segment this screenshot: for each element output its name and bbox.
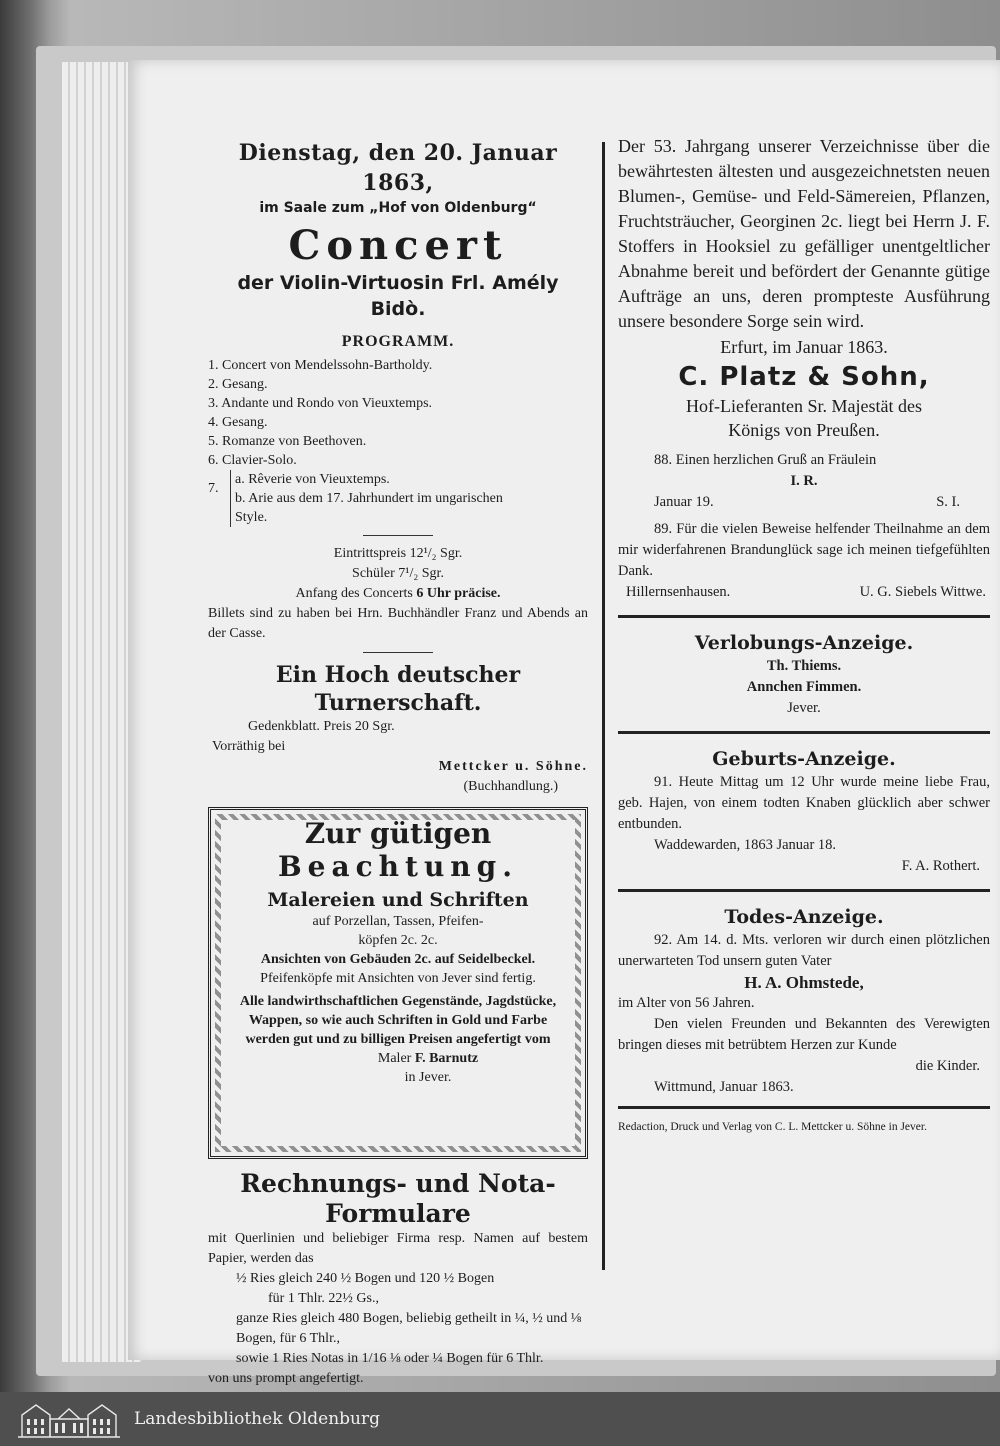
advert-place: in Jever.: [404, 1070, 452, 1085]
library-name: Landesbibliothek Oldenburg: [134, 1409, 381, 1429]
greeting-signature: [618, 492, 990, 513]
advert-line: auf Porzellan, Tassen, Pfeifen-: [312, 914, 484, 929]
newspaper-page: [128, 60, 1000, 1386]
left-column: [208, 138, 588, 1409]
greeting-notice: 88. Einen herzlichen Gruß an Fräulein: [654, 452, 877, 468]
forms-text: ½ Ries gleich 240 ½ Bogen und 120 ½ Bogen: [236, 1271, 495, 1286]
thanks-sign: U. G. Siebels Wittwe.: [859, 584, 986, 600]
greeting-date: Januar 19.: [654, 494, 714, 510]
program-item-7a: a. Rêverie von Vieuxtemps.: [235, 472, 390, 487]
concert-artist: der Violin-Virtuosin Frl. Amély Bidò.: [237, 272, 559, 320]
advert-maler-name: F. Barnutz: [414, 1051, 479, 1066]
turner-seller: Mettcker u. Söhne.: [438, 759, 588, 774]
program-item: 6. Clavier-Solo.: [208, 453, 297, 468]
birth-notice: 91. Heute Mittag um 12 Uhr wurde meine liebe Frau, geb. Hajen, von einem todten Knaben glücklich aber schwer entbunden.: [618, 774, 990, 832]
turner-line1: Gedenkblatt. Preis 20 Sgr.: [248, 719, 395, 734]
turner-line2: Vorräthig bei: [212, 739, 286, 754]
death-place: Wittmund, Januar 1863.: [654, 1079, 794, 1095]
program-item-7-number: 7.: [208, 481, 219, 496]
divider: [363, 535, 433, 536]
advert-heading: Zur gütigen: [304, 817, 492, 850]
advert-subheading: Malereien und Schriften: [267, 889, 529, 911]
engagement-title: Verlobungs-Anzeige.: [694, 632, 914, 654]
turner-title: Ein Hoch deutscher Turnerschaft.: [275, 662, 521, 716]
section-divider: [618, 615, 990, 618]
section-divider: [618, 1106, 990, 1109]
start-time-line: [208, 584, 588, 604]
seed-catalog-notice: Der 53. Jahrgang unserer Verzeichnisse über die bewährtesten ältesten und ausgezeichnetsten neuen Blumen-, Gemüse- und Feld-Sämereien, Pflanzen, Fruchtsträucher, Georginen 2c. liegt bei Herrn J. F. Stoffers in Hooksiel zu gefälliger unentgeltlicher Abnahme bereit und befördert der Genannte gütige Aufträge an uns, deren prompteste Ausführung unsere besondere Sorge sein wird.: [618, 136, 990, 331]
forms-text: von uns prompt angefertigt.: [208, 1371, 364, 1386]
advert-heading-2: Beachtung.: [277, 850, 518, 883]
birth-title: Geburts-Anzeige.: [712, 748, 896, 770]
program-title: PROGRAMM.: [341, 333, 455, 350]
death-name: H. A. Ohmstede,: [744, 973, 864, 992]
birth-place: Waddewarden, 1863 Januar 18.: [654, 837, 837, 853]
library-footer: [0, 1392, 1000, 1446]
forms-text: sowie 1 Ries Notas in 1/16 ⅛ oder ¼ Bogen für 6 Thlr.: [236, 1351, 544, 1366]
imprint: Redaction, Druck und Verlag von C. L. Mettcker u. Söhne in Jever.: [618, 1121, 927, 1133]
forms-text: mit Querlinien und beliebiger Firma resp. Namen auf bestem Papier, werden das: [208, 1231, 588, 1266]
thanks-place: Hillernsenhausen.: [626, 584, 731, 600]
program-item: 5. Romanze von Beethoven.: [208, 434, 367, 449]
divider: [363, 652, 433, 653]
greeting-name: I. R.: [790, 473, 818, 489]
turner-seller-note: (Buchhandlung.): [463, 779, 558, 794]
program-item: 2. Gesang.: [208, 377, 268, 392]
program-item: 4. Gesang.: [208, 415, 268, 430]
seed-firm-sub2: Königs von Preußen.: [728, 420, 880, 440]
program-item-7-parts: [230, 470, 503, 527]
birth-sign: F. A. Rothert.: [901, 858, 980, 874]
start-time: 6 Uhr präcise.: [416, 586, 501, 601]
seed-firm-sub1: Hof-Lieferanten Sr. Majestät des: [686, 396, 922, 416]
forms-text: ganze Ries gleich 480 Bogen, beliebig getheilt in ¼, ½ und ⅛ Bogen, für 6 Thlr.,: [236, 1311, 582, 1346]
forms-text: für 1 Thlr. 22½ Gs.,: [268, 1291, 379, 1306]
engagement-name-1: Th. Thiems.: [766, 658, 842, 674]
concert-date: Dienstag, den 20. Januar 1863,: [238, 140, 558, 196]
program-item-7b: b. Arie aus dem 17. Jahrhundert im ungarischen: [235, 491, 503, 506]
forms-title-2: Formulare: [325, 1199, 471, 1228]
advert-maler-label: Maler: [377, 1051, 412, 1066]
concert-heading: Concert: [288, 222, 508, 269]
death-sign: die Kinder.: [915, 1058, 980, 1074]
advert-line: Pfeifenköpfe mit Ansichten von Jever sind fertig.: [260, 971, 536, 986]
advert-box-content: [221, 818, 575, 1087]
engagement-name-2: Annchen Fimmen.: [746, 679, 862, 695]
advert-signature: [221, 1049, 575, 1068]
seed-catalog-place: Erfurt, im Januar 1863.: [720, 337, 888, 357]
program-item: 1. Concert von Mendelssohn-Bartholdy.: [208, 358, 433, 373]
column-divider: [602, 142, 605, 1270]
greeting-sign: S. I.: [936, 494, 960, 510]
thanks-notice: 89. Für die vielen Beweise helfender Theilnahme an dem mir widerfahrenen Brandunglück sage ich meinen tiefgefühlten Dank.: [618, 521, 990, 579]
section-divider: [618, 731, 990, 734]
advert-box: [208, 807, 588, 1159]
price-students: Schüler 7¹/₂ Sgr.: [352, 566, 444, 581]
death-notice: 92. Am 14. d. Mts. verloren wir durch einen plötzlichen unerwarteten Tod unsern guten Vater: [618, 932, 990, 969]
death-age: im Alter von 56 Jahren.: [618, 995, 755, 1011]
right-column: [618, 134, 990, 1138]
forms-title: Rechnungs- und Nota-: [240, 1169, 556, 1198]
program-item: 3. Andante und Rondo von Vieuxtemps.: [208, 396, 433, 411]
engagement-place: Jever.: [787, 700, 821, 716]
seed-firm: C. Platz & Sohn,: [678, 362, 930, 392]
concert-venue: im Saale zum „Hof von Oldenburg“: [259, 200, 537, 216]
advert-line: Ansichten von Gebäuden 2c. auf Seidelbeckel.: [260, 952, 536, 967]
program-item-7: [208, 470, 588, 527]
start-label: Anfang des Concerts: [295, 586, 413, 601]
ticket-info: Billets sind zu haben bei Hrn. Buchhändler Franz und Abends an der Casse.: [208, 606, 588, 641]
program-item-7b-cont: Style.: [235, 510, 268, 525]
thanks-signature: [618, 582, 990, 603]
advert-line: Alle landwirthschaftlichen Gegenstände, Jagdstücke, Wappen, so wie auch Schriften in Gold und Farbe werden gut und zu billigen Preisen angefertigt vom: [239, 994, 557, 1047]
death-title: Todes-Anzeige.: [724, 906, 884, 928]
library-building-icon: [14, 1397, 124, 1441]
advert-line: köpfen 2c. 2c.: [358, 933, 438, 948]
price-regular: Eintrittspreis 12¹/₂ Sgr.: [333, 546, 463, 561]
death-notice-2: Den vielen Freunden und Bekannten des Verewigten bringen dieses mit betrübtem Herzen zur Kunde: [618, 1016, 990, 1053]
program-list: [208, 356, 588, 527]
section-divider: [618, 889, 990, 892]
